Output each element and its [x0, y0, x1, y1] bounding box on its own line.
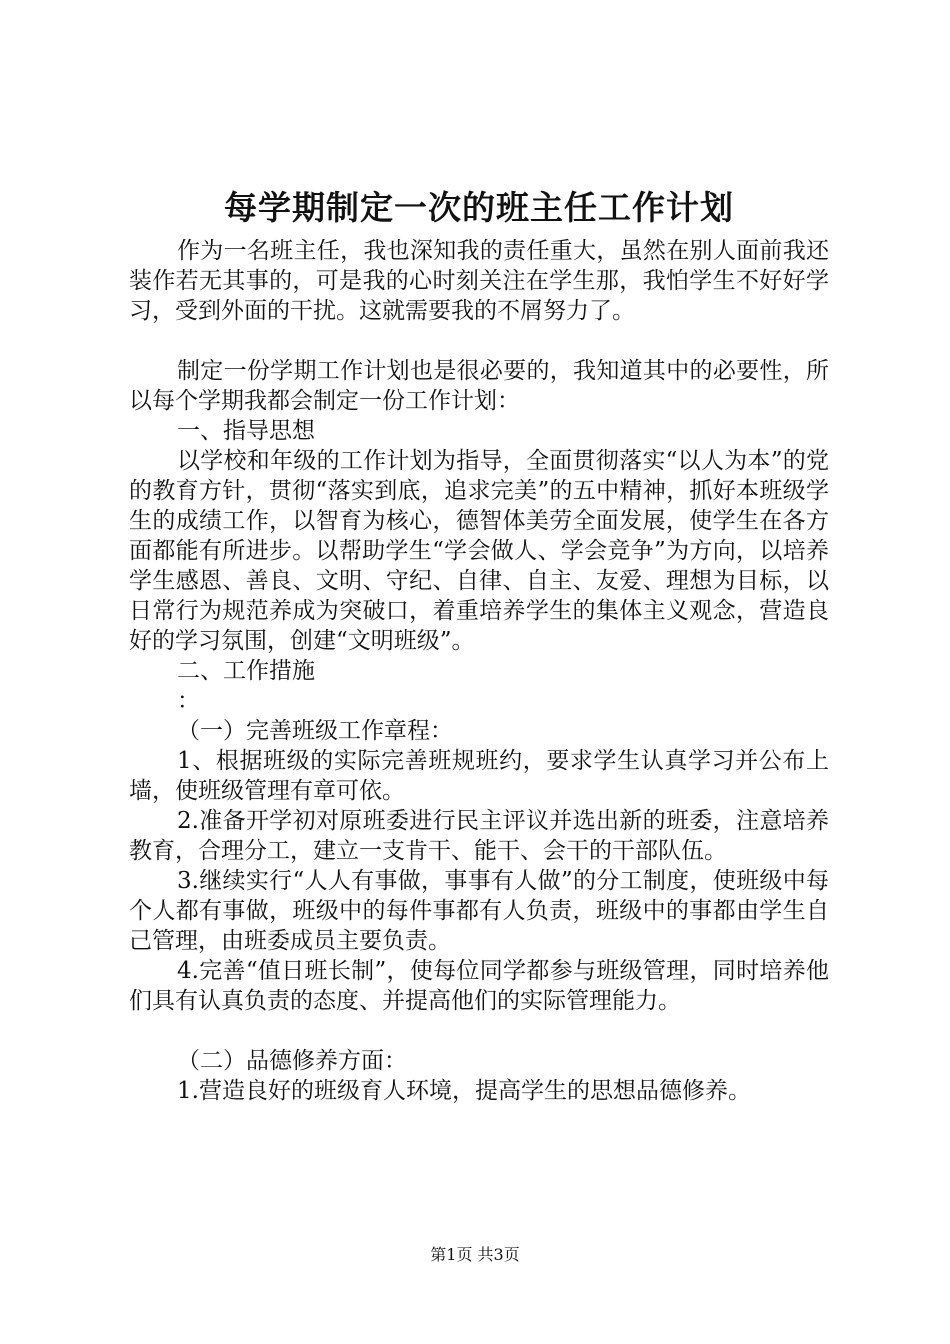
list-item-1: 1、根据班级的实际完善班规班约，要求学生认真学习并公布上墙，使班级管理有章可依。 — [129, 748, 829, 804]
section-heading-work-measures: 二、工作措施 — [177, 658, 315, 684]
document-title: 每学期制定一次的班主任工作计划 — [224, 188, 734, 227]
paragraph-gap — [129, 326, 829, 356]
paragraph-intro: 作为一名班主任，我也深知我的责任重大，虽然在别人面前我还装作若无其事的，可是我的心时刻关注在学生那，我怕学生不好好学习，受到外面的干扰。这就需要我的不屑努力了。 — [129, 238, 829, 324]
paragraph-plan-need: 制定一份学期工作计划也是很必要的，我知道其中的必要性，所以每个学期我都会制定一份工作计划： — [129, 358, 829, 414]
list-item-4: 4.完善“值日班长制”，使每位同学都参与班级管理，同时培养他们具有认真负责的态度、并提高他们的实际管理能力。 — [129, 958, 829, 1014]
list-item-3: 3.继续实行“人人有事做，事事有人做”的分工制度，使班级中每个人都有事做，班级中的每件事都有人负责，班级中的事都由学生自己管理，由班委成员主要负责。 — [129, 868, 829, 954]
subsection-heading-moral: （二）品德修养方面： — [177, 1048, 407, 1074]
subsection-heading-class-rules: （一）完善班级工作章程： — [177, 718, 453, 744]
paragraph-guiding-ideology: 以学校和年级的工作计划为指导，全面贯彻落实“以人为本”的党的教育方针，贯彻“落实到底，追求完美”的五中精神，抓好本班级学生的成绩工作，以智育为核心，德智体美劳全面发展，使学生在各方面都能有所进步。以帮助学生“学会做人、学会竞争”为方向，以培养学生感恩、善良、文明、守纪、自律、自主、友爱、理想为目标，以日常行为规范养成为突破口，着重培养学生的集体主义观念，营造良好的学习氛围，创建“文明班级”。 — [129, 448, 829, 654]
list-item-2: 2.准备开学初对原班委进行民主评议并选出新的班委，注意培养教育，合理分工，建立一支肯干、能干、会干的干部队伍。 — [129, 808, 829, 864]
page-footer: 第1页 共3页 — [430, 1245, 520, 1264]
paragraph-colon: ： — [177, 688, 200, 714]
paragraph-gap — [129, 1016, 829, 1046]
list-item-moral-1: 1.营造良好的班级育人环境，提高学生的思想品德修养。 — [177, 1078, 751, 1104]
section-heading-guiding-ideology: 一、指导思想 — [177, 418, 315, 444]
document-page — [129, 186, 829, 1106]
